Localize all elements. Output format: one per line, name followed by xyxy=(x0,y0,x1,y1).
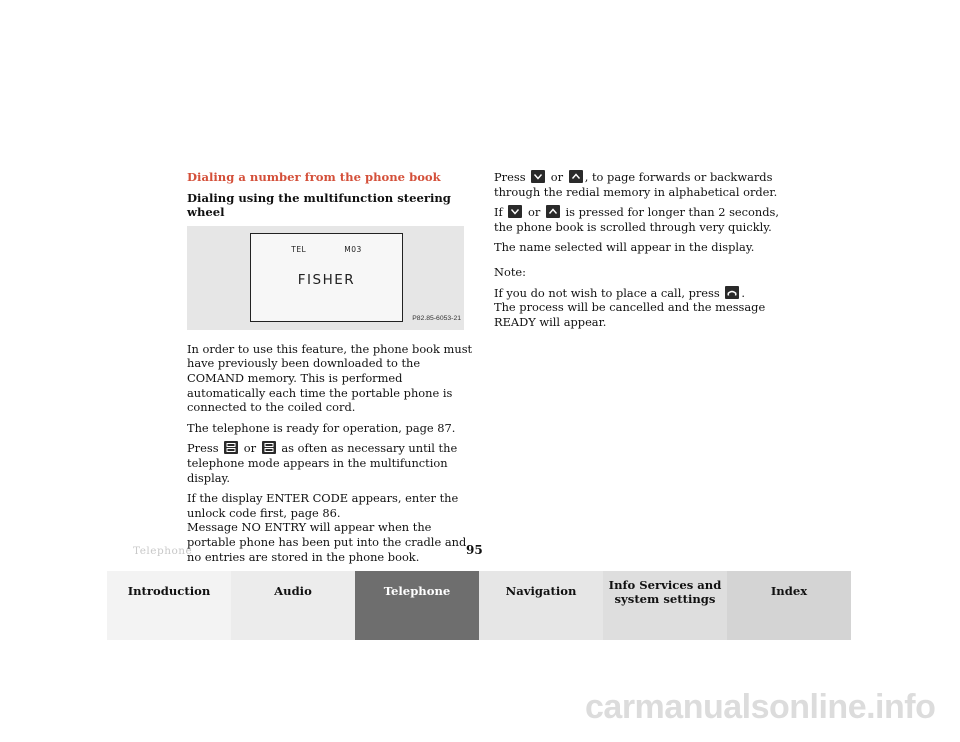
text-run: or xyxy=(550,170,564,184)
lcd-mode-label: TEL xyxy=(291,244,307,254)
tab-telephone[interactable]: Telephone xyxy=(355,571,479,640)
chevron-down-icon xyxy=(508,205,522,218)
figure-code: P82.85-6053-21 xyxy=(412,315,461,323)
chapter-nav xyxy=(107,571,851,640)
text-run: . xyxy=(741,285,745,300)
tab-introduction[interactable]: Introduction xyxy=(107,571,231,640)
section-heading: Dialing a number from the phone book xyxy=(187,170,441,184)
chevron-up-icon xyxy=(546,205,560,218)
text-run: , to page forwards or backwards through the redial memory in alphabetical order. xyxy=(494,170,778,199)
right-column xyxy=(494,170,784,335)
paragraph: The telephone is ready for operation, page 87. xyxy=(187,420,456,435)
text-run: Message NO ENTRY will appear when the portable phone has been put into the cradle and no entries are stored in the phone book. xyxy=(187,520,467,564)
paragraph: The name selected will appear in the display. xyxy=(494,240,755,255)
end-call-icon xyxy=(725,286,739,299)
text-run: If xyxy=(494,205,503,220)
tab-index[interactable]: Index xyxy=(727,571,851,640)
multifunction-display-figure xyxy=(187,226,464,330)
paragraph xyxy=(494,205,784,234)
text-run: as often as necessary until the telephone mode appears in the multifunction display. xyxy=(187,441,458,485)
display-select-icon xyxy=(262,441,276,454)
display-select-icon xyxy=(224,441,238,454)
chevron-up-icon xyxy=(569,170,583,183)
text-run: The process will be cancelled and the message READY will appear. xyxy=(494,300,766,329)
text-run: is pressed for longer than 2 seconds, the phone book is scrolled through very quickly. xyxy=(494,205,779,234)
footer-section-title: Telephone xyxy=(133,545,193,557)
text-run: or xyxy=(527,205,541,220)
paragraph xyxy=(494,170,784,199)
paragraph xyxy=(494,286,784,330)
section-subheading: Dialing using the multifunction steering wheel xyxy=(187,190,451,220)
lcd-memory-label: M03 xyxy=(344,244,362,254)
lcd-name: FISHER xyxy=(297,271,356,288)
text-run: Press xyxy=(187,441,219,456)
left-column xyxy=(187,170,477,570)
lcd-status-line xyxy=(251,243,402,258)
text-run: Press xyxy=(494,170,526,184)
note-label: Note: xyxy=(494,264,526,279)
chevron-down-icon xyxy=(531,170,545,183)
page-number: 95 xyxy=(466,543,483,557)
text-run: or xyxy=(243,441,257,456)
text-run: If the display ENTER CODE appears, enter the unlock code first, page 86. xyxy=(187,491,459,520)
lcd-screen xyxy=(250,233,403,322)
paragraph xyxy=(187,491,477,564)
tab-audio[interactable]: Audio xyxy=(231,571,355,640)
watermark: carmanualsonline.info xyxy=(585,688,936,726)
text-run: If you do not wish to place a call, press xyxy=(494,285,720,300)
paragraph: In order to use this feature, the phone book must have previously been downloaded to the COMAND memory. This is performed automatically each time the portable phone is connected to the coiled cord. xyxy=(187,341,473,415)
tab-info-services[interactable]: Info Services and system settings xyxy=(603,571,727,640)
tab-navigation[interactable]: Navigation xyxy=(479,571,603,640)
paragraph xyxy=(187,441,477,485)
